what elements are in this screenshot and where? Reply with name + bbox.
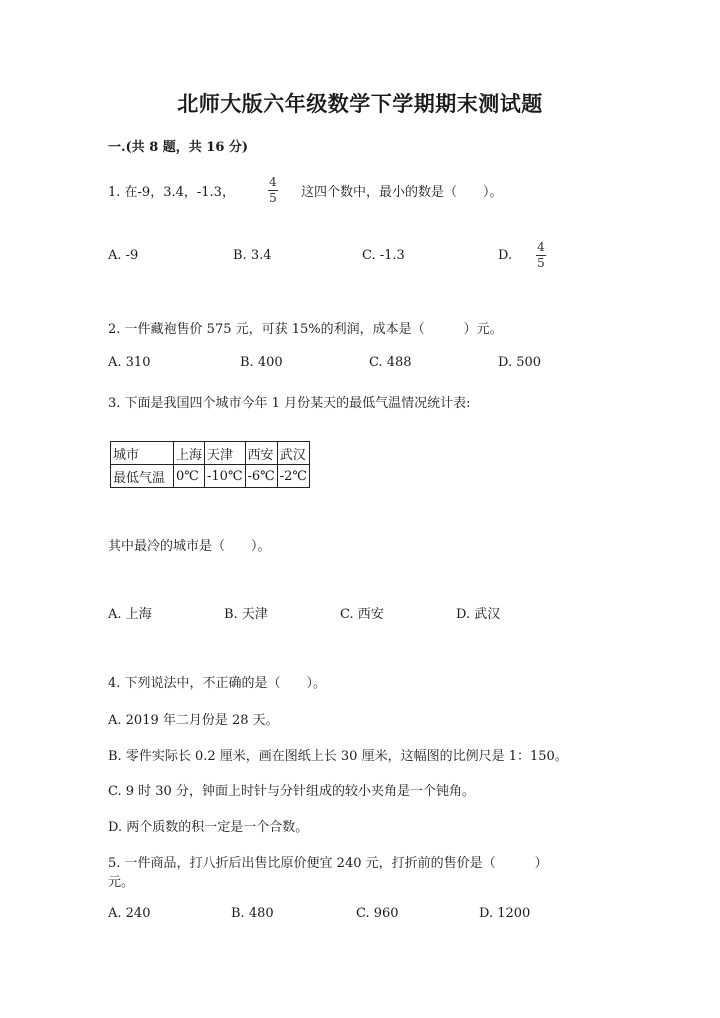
q2-option-d[interactable]: D. 500 (498, 355, 542, 370)
q2-option-b[interactable]: B. 400 (240, 355, 283, 370)
q4-option-d[interactable]: D. 两个质数的积一定是一个合数。 (108, 820, 309, 835)
table-cell: 最低气温 (111, 465, 174, 488)
table-cell: 上海 (174, 442, 205, 465)
q5-option-b[interactable]: B. 480 (231, 906, 274, 921)
q1-fraction-numerator: 4 (269, 175, 277, 189)
table-cell: 0℃ (174, 465, 205, 488)
q1-option-d-denominator: 5 (537, 256, 545, 270)
q2-stem: 2. 一件藏袍售价 575 元，可获 15%的利润，成本是（ ）元。 (108, 322, 503, 337)
q4-option-a[interactable]: A. 2019 年二月份是 28 天。 (108, 713, 279, 728)
table-cell: -6℃ (245, 465, 277, 488)
table-cell: 西安 (245, 442, 277, 465)
q4-stem: 4. 下列说法中，不正确的是（ ）。 (108, 676, 327, 691)
q3-stem: 3. 下面是我国四个城市今年 1 月份某天的最低气温情况统计表: (108, 396, 471, 411)
table-cell: -10℃ (205, 465, 245, 488)
temperature-table (110, 441, 310, 488)
q5-stem-line2: 元。 (108, 875, 135, 890)
page-title: 北师大版六年级数学下学期期末测试题 (177, 91, 543, 116)
q1-option-d-numerator: 4 (537, 240, 545, 254)
q3-option-d[interactable]: D. 武汉 (456, 607, 501, 622)
table-cell: 城市 (111, 442, 174, 465)
q1-fraction-denominator: 5 (269, 191, 277, 205)
section-heading: 一.(共 8 题，共 16 分) (108, 140, 249, 155)
q5-stem-line1: 5. 一件商品，打八折后出售比原价便宜 240 元，打折前的售价是（ ） (108, 856, 548, 871)
table-row (111, 465, 310, 488)
q4-option-b[interactable]: B. 零件实际长 0.2 厘米，画在图纸上长 30 厘米，这幅图的比例尺是 1：150。 (108, 749, 568, 764)
q3-option-b[interactable]: B. 天津 (224, 607, 268, 622)
q1-option-b[interactable]: B. 3.4 (233, 248, 272, 263)
q1-fraction (268, 176, 278, 205)
q2-option-a[interactable]: A. 310 (108, 355, 151, 370)
q4-option-c[interactable]: C. 9 时 30 分，钟面上时针与分针组成的较小夹角是一个钝角。 (108, 784, 475, 799)
q1-stem-pre: 1. 在-9，3.4，-1.3， (108, 185, 235, 200)
table-cell: -2℃ (277, 465, 309, 488)
q1-option-d-fraction (536, 241, 546, 270)
q1-option-d[interactable]: D. (498, 248, 513, 263)
q1-option-c[interactable]: C. -1.3 (362, 248, 405, 263)
q2-option-c[interactable]: C. 488 (369, 355, 412, 370)
q3-followup: 其中最冷的城市是（ ）。 (108, 539, 271, 554)
table-cell: 武汉 (277, 442, 309, 465)
q5-option-d[interactable]: D. 1200 (479, 906, 531, 921)
q1-stem-post: 这四个数中，最小的数是（ ）。 (301, 185, 503, 200)
q1-option-a[interactable]: A. -9 (108, 248, 139, 263)
q5-option-a[interactable]: A. 240 (108, 906, 151, 921)
table-cell: 天津 (205, 442, 245, 465)
q3-option-c[interactable]: C. 西安 (340, 607, 384, 622)
q3-option-a[interactable]: A. 上海 (108, 607, 152, 622)
table-row (111, 442, 310, 465)
q5-option-c[interactable]: C. 960 (356, 906, 399, 921)
